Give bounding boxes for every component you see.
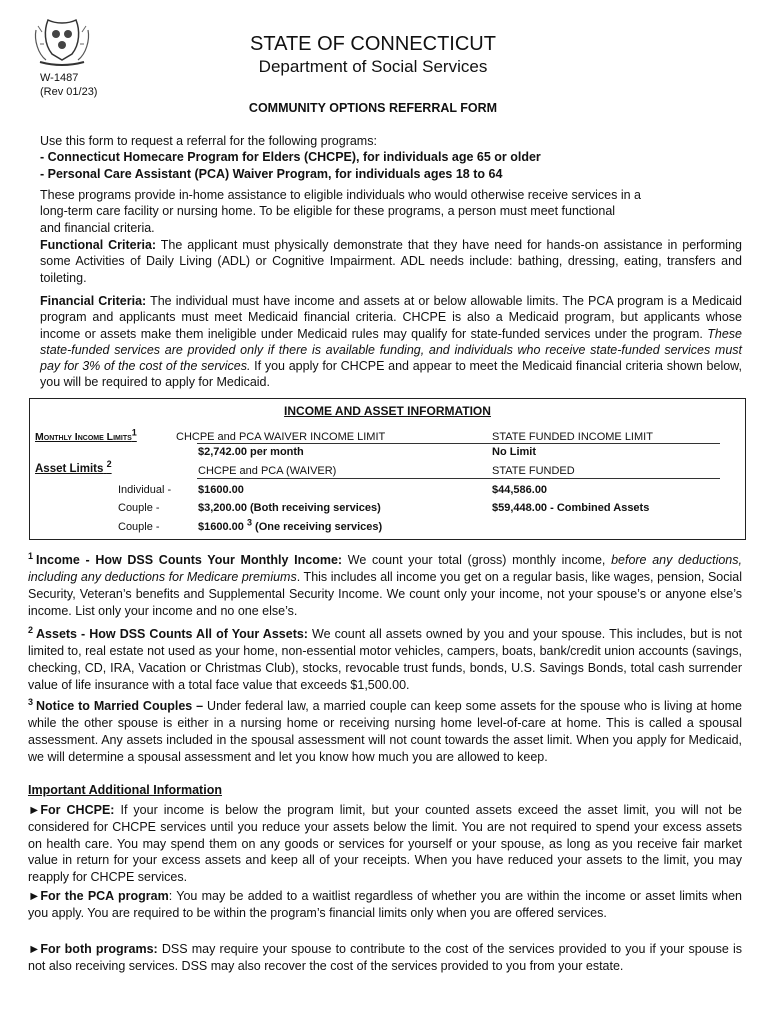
intro-description (40, 187, 742, 236)
intro-lead: Use this form to request a referral for the following programs: (40, 134, 377, 148)
asset-individual-chcpe: $1600.00 (198, 484, 244, 496)
form-title: COMMUNITY OPTIONS REFERRAL FORM (248, 101, 498, 115)
description-line: and financial criteria. (40, 220, 155, 235)
note-assets (28, 622, 742, 693)
income-header-chcpe: CHCPE and PCA WAIVER INCOME LIMIT (176, 431, 386, 443)
footnote-marker: 1 (131, 427, 137, 438)
note-assets-title: Assets - How DSS Counts All of Your Assets: (36, 627, 308, 642)
note-assets-text: We count all assets owned by you and your spouse. This includes, but is not limited to, real estate not used as your home, non-essential motor vehicles, campers, boats, bank/credit union accounts (savings, checking, CD, IRA, Vacation or Christmas Club), stocks, revocable trust funds, bonds, U.S. Savings Bonds, total cash surrender value of life insurance with a total face value that exceeds $1,500.00. (28, 627, 742, 692)
asset-individual-state: $44,586.00 (492, 484, 548, 496)
asset-limits-label (35, 459, 112, 475)
asset-limits-text: Asset Limits (35, 463, 104, 475)
functional-criteria-text: The applicant must physically demonstrate that they have need for hands-on assistance in performing some Activities of Daily Living (ADL) or Cognitive Impairment. ADL needs include: bathing, dressing, eating, transfers and toileting. (40, 238, 742, 285)
note-married-title: Notice to Married Couples – (36, 699, 204, 714)
note-number: 3 (28, 697, 34, 707)
description-line: These programs provide in-home assistance to eligible individuals who would otherwise receive services in a (40, 188, 641, 202)
additional-both-label: ►For both programs: (28, 942, 158, 956)
income-header-state: STATE FUNDED INCOME LIMIT (492, 431, 653, 443)
row-label-couple-one: Couple - (118, 521, 160, 533)
asset-header-rule (197, 478, 720, 479)
additional-chcpe-text: If your income is below the program limit, but your counted assets exceed the asset limit, you will not be considered for CHCPE services until you reduce your assets below the limit. You are not required to spend your excess assets on health care. You may spend them on any goods or services for yourself or your spouse, as long as you receive fair market value in return for your excess assets and keep all of your receipts. When you have reduced your assets to the limit, you may reapply for CHCPE services. (28, 803, 742, 885)
table-title: INCOME AND ASSET INFORMATION (284, 404, 491, 418)
additional-info-heading: Important Additional Information (28, 783, 222, 797)
department-title: Department of Social Services (258, 57, 488, 76)
financial-criteria-text: The individual must have income and assets at or below allowable limits. The PCA program is a Medicaid program and applicants must meet Medicaid financial criteria. CHCPE is also a Medicaid program, but applicants whose income or assets make them ineligible under Medicaid rules may qualify for state-funded services under the program. (40, 294, 742, 341)
footnote-marker: 3 (246, 517, 252, 528)
income-value-chcpe: $2,742.00 per month (198, 446, 304, 458)
functional-criteria-label: Functional Criteria: (40, 238, 157, 252)
financial-criteria-end: If you apply for CHCPE and appear to meet the Medicaid financial criteria shown below, you will be required to apply for Medicaid. (40, 359, 742, 390)
footnote-marker: 2 (106, 459, 112, 470)
additional-both (28, 941, 742, 975)
description-line: long-term care facility or nursing home. To be eligible for these programs, a person must meet functional (40, 204, 616, 219)
form-revision: (Rev 01/23) (40, 86, 98, 98)
asset-header-chcpe: CHCPE and PCA (WAIVER) (198, 465, 337, 477)
monthly-income-limits-text: Monthly Income Limits (35, 431, 132, 443)
note-married-text: Under federal law, a married couple can keep some assets for the spouse who is living at home while the other spouse is either in a nursing home or receiving nursing home level-of-care at home. This is called a spousal assessment. Any assets included in the spousal assessment will not count towards the asset limit. When you apply for Medicaid, we will determine a spousal assessment and let you know how much you are allowed to keep. (28, 699, 743, 764)
program-pca: - Personal Care Assistant (PCA) Waiver Program, for individuals ages 18 to 64 (40, 166, 503, 181)
asset-couple-one-value: $1600.00 (198, 521, 244, 533)
monthly-income-limits-label (35, 427, 137, 443)
note-number: 1 (28, 551, 34, 561)
note-married-couples (28, 694, 742, 765)
note-income-italic: before any deductions, including any deductions for Medicare premiums (28, 553, 742, 584)
note-income (28, 548, 742, 619)
additional-pca-label: ►For the PCA program (28, 889, 169, 903)
additional-pca-text: : You may be added to a waitlist regardless of whether you are within the income or asset limits when you apply. You are required to be within the program’s financial limits only when you are offered services. (28, 889, 742, 920)
note-number: 2 (28, 625, 34, 635)
asset-couple-both-chcpe: $3,200.00 (Both receiving services) (198, 502, 381, 514)
form-number: W-1487 (40, 72, 79, 84)
asset-couple-one-chcpe (198, 517, 383, 533)
income-value-state: No Limit (492, 446, 536, 458)
asset-couple-one-note: (One receiving services) (251, 521, 383, 533)
intro-programs (40, 133, 742, 182)
financial-criteria (40, 293, 742, 391)
program-chcpe: - Connecticut Homecare Program for Elders (CHCPE), for individuals age 65 or older (40, 150, 541, 165)
financial-criteria-italic: These state-funded services are provided only if there is available funding, and individuals who receive state-funded services must pay for 3% of the cost of the services. (40, 326, 742, 374)
asset-header-state: STATE FUNDED (492, 465, 575, 477)
income-asset-table (29, 398, 746, 540)
row-label-couple-both: Couple - (118, 502, 160, 514)
financial-criteria-label: Financial Criteria: (40, 294, 147, 308)
additional-chcpe-label: ►For CHCPE: (28, 803, 115, 817)
functional-criteria (40, 237, 742, 286)
note-income-title: Income - How DSS Counts Your Monthly Income: (36, 553, 343, 568)
additional-pca (28, 888, 742, 922)
note-income-text: We count your total (gross) monthly income, (342, 553, 612, 568)
additional-both-text: DSS may require your spouse to contribute to the cost of the services provided to you if your spouse is not also receiving services. DSS may also recover the cost of the services provided to you from your estate. (28, 942, 742, 973)
asset-couple-state: $59,448.00 - Combined Assets (492, 502, 650, 514)
additional-chcpe (28, 802, 742, 886)
row-label-individual: Individual - (118, 484, 172, 496)
state-title: STATE OF CONNECTICUT (250, 33, 496, 55)
income-header-rule (197, 443, 720, 444)
note-income-text-end: . This includes all income you get on a regular basis, like wages, pension, Social Security, Veteran’s benefits and Supplemental Security Income. We count only your income, not your spouse’s or anyone else’s income. List only your income and no one else’s. (28, 569, 742, 618)
